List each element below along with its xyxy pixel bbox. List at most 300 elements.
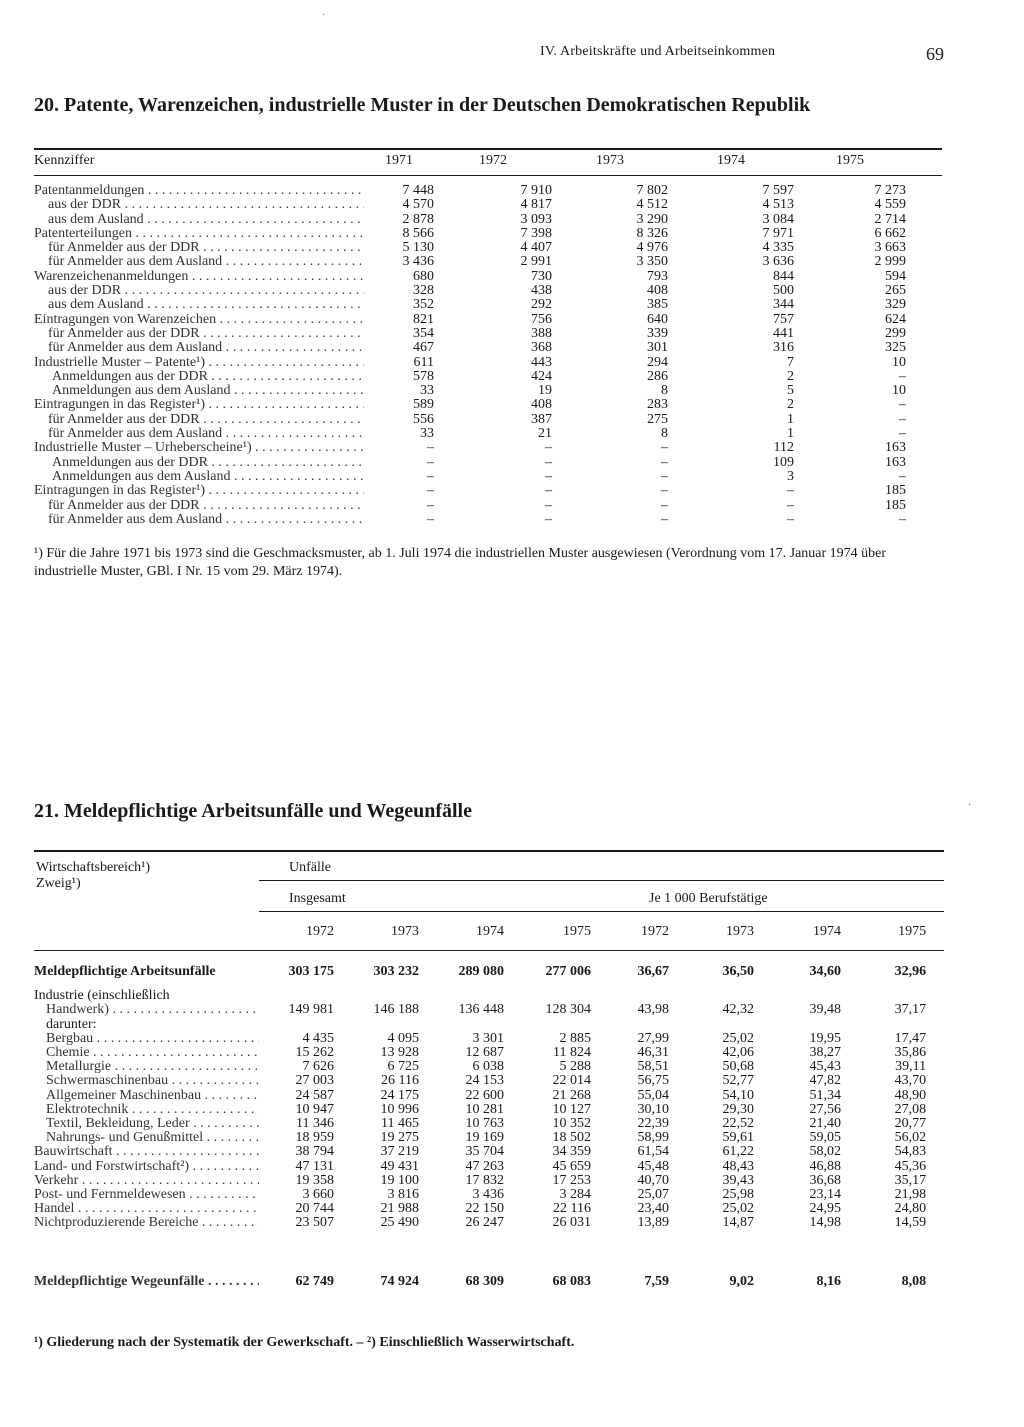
table21-sector-row: [34, 1160, 944, 1174]
table20-pad: [906, 313, 942, 327]
table20-cell: 352: [413, 297, 434, 313]
table21-cell: 21 268: [552, 1087, 591, 1103]
table20-row: [34, 456, 942, 470]
table21-cell: 9,02: [729, 1273, 754, 1289]
table20-cell: 109: [773, 454, 794, 470]
table20-row: [34, 370, 942, 384]
table21-spacer: [34, 979, 944, 989]
table20-cell: 1: [787, 426, 794, 442]
table21-sector-row: [34, 1188, 944, 1202]
table20-cell: 4 817: [520, 197, 552, 213]
table20-cell: 4 335: [762, 240, 794, 256]
table20-row-label: [34, 398, 364, 412]
table21-cell: 61,22: [722, 1144, 754, 1160]
table20-cell: 3: [787, 468, 794, 484]
table20-cell: –: [427, 497, 434, 513]
table21-spacer: [34, 1231, 944, 1275]
table20-cell: 5: [787, 383, 794, 399]
table20-row-label-text: für Anmelder aus dem Ausland . . .: [48, 341, 364, 355]
table20-row: [34, 255, 942, 269]
table20-row: [34, 513, 942, 527]
table20-row-label-text: aus dem Ausland . . .: [48, 213, 364, 227]
table21-cell: 68 083: [552, 1273, 591, 1289]
table21-cell: 59,05: [809, 1130, 841, 1146]
table20-row-label: [34, 499, 364, 513]
table20-year: 1975: [836, 153, 864, 168]
table21-cell: 22 014: [552, 1073, 591, 1089]
table21-cell: 61,54: [637, 1144, 669, 1160]
table20-row-label-text: aus dem Ausland . . .: [48, 298, 364, 312]
table21-cell: 39,43: [722, 1172, 754, 1188]
table21-cell: 62 749: [295, 1273, 334, 1289]
table20-cell: 3 093: [520, 211, 552, 227]
table21-row-label-text: Bauwirtschaft . . .: [34, 1145, 259, 1159]
table21-header-row-1: [34, 851, 944, 881]
table20-cell: 624: [885, 311, 906, 327]
table20-cell: 163: [885, 454, 906, 470]
table21-cell: 11 346: [296, 1116, 334, 1132]
table20-cell: –: [427, 440, 434, 456]
table21-sector-row: [34, 1174, 944, 1188]
table21-cell: 59,61: [722, 1130, 754, 1146]
table20-cell: 163: [885, 440, 906, 456]
table20-col-label: Kennziffer: [34, 153, 95, 168]
table21-cell: 10 281: [465, 1101, 504, 1117]
table21-footnote: ¹) Gliederung nach der Systematik der Gewerkschaft. – ²) Einschließlich Wasserwirtschaft.: [34, 1335, 575, 1350]
table20-row: [34, 341, 942, 355]
table21-cell: 23,40: [637, 1201, 669, 1217]
table21-row-label-text: darunter:: [46, 1017, 97, 1032]
table20-row: [34, 441, 942, 455]
table20-cell: 680: [413, 268, 434, 284]
table21-row-label-text: Industrie (einschließlich: [34, 989, 170, 1004]
table21-cell: 27,08: [894, 1101, 927, 1117]
table21-sector-row: [34, 1145, 944, 1159]
table20-row-label: [34, 255, 364, 269]
table20-cell: 339: [647, 325, 668, 341]
table20-row-label-text: für Anmelder aus der DDR . . .: [48, 413, 364, 427]
table20-row: [34, 298, 942, 312]
table20-cell: 2 999: [874, 254, 906, 270]
table21-cell: [859, 989, 944, 1003]
table21-subsector-row: [34, 1046, 944, 1060]
table20-cell: 730: [531, 268, 552, 284]
table20-pad: [906, 484, 942, 498]
table20-pad: [906, 356, 942, 370]
table20-header-row: [34, 149, 942, 176]
table20-cell: 3 084: [762, 211, 794, 227]
table20-cell: 10: [892, 383, 906, 399]
table20-row-label: [34, 213, 364, 227]
table21-cell: [259, 1018, 352, 1032]
table21-cell: 10 352: [552, 1116, 591, 1132]
table21-cell: 18 959: [295, 1130, 334, 1146]
table20-cell: –: [545, 440, 552, 456]
table20-row: [34, 470, 942, 484]
table21-cell: 36,50: [722, 964, 754, 979]
table20-row-label: [34, 413, 364, 427]
table21-cell: 58,99: [637, 1130, 669, 1146]
table20-cell: –: [427, 454, 434, 470]
table21-row-label: [34, 1089, 259, 1103]
table21-cell: 42,06: [722, 1045, 754, 1061]
page-number: 69: [926, 44, 944, 64]
table20-cell: 2 878: [402, 211, 434, 227]
table20-cell: 589: [413, 397, 434, 413]
table21-cell: 36,67: [637, 964, 669, 979]
table21-row-label-text: Handel . . .: [34, 1202, 259, 1216]
table20-row-label: [34, 384, 364, 398]
table21-cell: 36,68: [809, 1172, 841, 1188]
table20-year: 1974: [717, 153, 745, 168]
table21-year: 1972: [641, 924, 669, 939]
table20-cell: 283: [647, 397, 668, 413]
table21-cell: 56,02: [894, 1130, 927, 1146]
table21-cell: 8,16: [816, 1273, 841, 1289]
table21-row-label: [34, 965, 259, 979]
table20-row-label: [34, 313, 364, 327]
table21-cell: [352, 1018, 437, 1032]
table20-pad: [906, 499, 942, 513]
table21-cell: 52,77: [722, 1073, 754, 1089]
table20-row-label: [34, 270, 364, 284]
table20-row: [34, 284, 942, 298]
table20-row: [34, 213, 942, 227]
table21-cell: 32,96: [894, 964, 927, 979]
table20-cell: 19: [538, 383, 552, 399]
table21-cell: 50,68: [722, 1059, 754, 1075]
table20-cell: 8 326: [636, 225, 668, 241]
table20-cell: 388: [531, 325, 552, 341]
table21-cell: 35,86: [894, 1045, 927, 1061]
table20-row-label-text: Industrielle Muster – Urheberscheine¹) . . .: [34, 441, 364, 455]
table21-cell: 45 659: [552, 1158, 591, 1174]
table21-cell: 27,56: [809, 1101, 841, 1117]
table21-cell: 7,59: [644, 1273, 669, 1289]
table21-group-header: Unfälle: [259, 851, 944, 881]
table21-cell: 22 116: [553, 1201, 591, 1217]
table20-pad: [906, 470, 942, 484]
table20-cell: 265: [885, 283, 906, 299]
table20-pad: [906, 270, 942, 284]
table21-cell: 17 832: [465, 1172, 504, 1188]
table20-cell: –: [427, 511, 434, 527]
table21-row-label-text: Nichtproduzierende Bereiche . . .: [34, 1216, 259, 1230]
table20-cell: 329: [885, 297, 906, 313]
table20-cell: 387: [531, 411, 552, 427]
table20-cell: 7 273: [874, 183, 906, 198]
table20-cell: 438: [531, 283, 552, 299]
table21-row-label-text: Metallurgie . . .: [46, 1060, 259, 1074]
table20-cell: 8: [661, 426, 668, 442]
table20-cell: 441: [773, 325, 794, 341]
table20-pad: [906, 227, 942, 241]
table20-cell: –: [787, 497, 794, 513]
table21-way-row: [34, 1275, 944, 1289]
table21-subheader-absolute: Insgesamt: [259, 881, 609, 912]
table20-cell: 757: [773, 311, 794, 327]
table21-cell: 10 947: [295, 1101, 334, 1117]
table20-cell: 185: [885, 497, 906, 513]
table20-row-label: [34, 176, 364, 199]
table21-cell: 58,51: [637, 1059, 669, 1075]
table21-cell: 23,14: [809, 1187, 841, 1203]
table21-row-label-text: Post- und Fernmeldewesen . . .: [34, 1188, 259, 1202]
table21-cell: 46,31: [637, 1045, 669, 1061]
table20-cell: 7 910: [520, 183, 552, 198]
table20-cell: –: [545, 454, 552, 470]
table20-row: [34, 398, 942, 412]
table20-cell: 3 350: [636, 254, 668, 270]
table20-row-label-text: Industrielle Muster – Patente¹) . . .: [34, 356, 364, 370]
table21-cell: 303 232: [373, 964, 419, 979]
table21-cell: 4 435: [302, 1030, 334, 1046]
table20-cell: –: [661, 511, 668, 527]
table20-cell: 33: [420, 383, 434, 399]
table21-cell: 27 003: [295, 1073, 334, 1089]
table20-cell: 286: [647, 368, 668, 384]
table21-row-label: [34, 1032, 259, 1046]
table21-cell: 10 127: [552, 1101, 591, 1117]
table20-title: 20. Patente, Warenzeichen, industrielle Muster in der Deutschen Demokratischen Republik: [34, 94, 811, 116]
table21-cell: 45,36: [894, 1158, 927, 1174]
table21-cell: 3 284: [559, 1187, 591, 1203]
table21-cell: 25,02: [722, 1030, 754, 1046]
table21-row-label-text: Nahrungs- und Genußmittel . . .: [46, 1131, 259, 1145]
table21-year: 1975: [563, 924, 591, 939]
table20-pad: [906, 327, 942, 341]
table21-row-label: [34, 1188, 259, 1202]
table20-cell: 4 407: [520, 240, 552, 256]
table21-cell: [437, 1018, 522, 1032]
table21-darunter-row: [34, 1018, 944, 1032]
table20-cell: 3 436: [402, 254, 434, 270]
table21-cell: 26 247: [465, 1215, 504, 1231]
table21-row-label: [34, 1117, 259, 1131]
table20-cell: 756: [531, 311, 552, 327]
table21-cell: [437, 989, 522, 1003]
table21-cell: 43,70: [894, 1073, 927, 1089]
table21-cell: 26 116: [381, 1073, 419, 1089]
table20-row-label: [34, 298, 364, 312]
table21-cell: 18 502: [552, 1130, 591, 1146]
table21-cell: 45,48: [637, 1158, 669, 1174]
table20-row: [34, 327, 942, 341]
table20-cell: –: [899, 368, 906, 384]
table20-cell: 7 398: [520, 225, 552, 241]
table20-row-label-text: Warenzeichenanmeldungen . . .: [34, 270, 364, 284]
table21-cell: 47 263: [465, 1158, 504, 1174]
table21-cell: 149 981: [288, 1002, 334, 1018]
table21-cell: 51,34: [809, 1087, 841, 1103]
table21-row-label-text: Verkehr . . .: [34, 1174, 259, 1188]
table21-cell: 24,80: [894, 1201, 927, 1217]
table21-cell: 25 490: [380, 1215, 419, 1231]
table20-cell: 4 513: [762, 197, 794, 213]
table21-cell: 37 219: [380, 1144, 419, 1160]
table21-cell: 2 885: [559, 1030, 591, 1046]
table21-cell: 30,10: [637, 1101, 669, 1117]
table20-pad: [906, 176, 942, 199]
table20-cell: 8: [661, 383, 668, 399]
table20-cell: 8 566: [402, 225, 434, 241]
table21-cell: 136 448: [458, 1002, 504, 1018]
table21-cell: 10 996: [380, 1101, 419, 1117]
table21-row-label: [34, 1216, 259, 1230]
table21-cell: 17,47: [894, 1030, 927, 1046]
table20-row-label-text: für Anmelder aus der DDR . . .: [48, 327, 364, 341]
table21-cell: 22,39: [637, 1116, 669, 1132]
table20-cell: 3 290: [636, 211, 668, 227]
table21-row-label-text: Schwermaschinenbau . . .: [46, 1074, 259, 1088]
table21-cell: 25,98: [722, 1187, 754, 1203]
table20: [34, 148, 942, 527]
table21-row-label: [34, 1046, 259, 1060]
table20-cell: 500: [773, 283, 794, 299]
table20-row-label: [34, 341, 364, 355]
table21-year-row: [34, 912, 944, 951]
table20-cell: –: [545, 468, 552, 484]
table21-cell: 15 262: [295, 1045, 334, 1061]
table20-cell: –: [899, 426, 906, 442]
table21-row-label: [34, 1145, 259, 1159]
table21-year: 1974: [476, 924, 504, 939]
table21-cell: 29,30: [722, 1101, 754, 1117]
table20-pad: [906, 413, 942, 427]
table21-cell: 19 275: [380, 1130, 419, 1146]
table20-cell: 299: [885, 325, 906, 341]
table20-cell: 556: [413, 411, 434, 427]
table20-row: [34, 227, 942, 241]
table20-row-label: [34, 513, 364, 527]
table21-cell: 303 175: [288, 964, 334, 979]
table21-subsector-row: [34, 1103, 944, 1117]
table21-cell: 7 626: [302, 1059, 334, 1075]
table20-cell: 594: [885, 268, 906, 284]
table20-cell: 7 802: [636, 183, 668, 198]
table21-cell: 25,07: [637, 1187, 669, 1203]
table21-cell: 43,98: [637, 1002, 669, 1018]
table20-cell: 3 663: [874, 240, 906, 256]
table21-cell: 20 744: [295, 1201, 334, 1217]
table20-row-label: [34, 484, 364, 498]
table21-col-label-1: Wirtschaftsbereich¹): [36, 860, 151, 875]
table21-cell: 25,02: [722, 1201, 754, 1217]
table21-cell: 14,87: [722, 1215, 754, 1231]
table20-cell: –: [787, 511, 794, 527]
table21-cell: 42,32: [722, 1002, 754, 1018]
table20-cell: –: [899, 411, 906, 427]
table21-cell: 21,98: [894, 1187, 927, 1203]
table21-row-label-text: Land- und Forstwirtschaft²) . . .: [34, 1160, 259, 1174]
table21-cell: 34,60: [809, 964, 841, 979]
table20-cell: –: [661, 454, 668, 470]
table21-cell: 38,27: [809, 1045, 841, 1061]
table21-cell: 11 465: [381, 1116, 419, 1132]
table21-cell: 146 188: [373, 1002, 419, 1018]
table20-row-label: [34, 198, 364, 212]
table21: [34, 850, 944, 1289]
table20-row: [34, 270, 942, 284]
table21-cell: 26 031: [552, 1215, 591, 1231]
table20-cell: 185: [885, 483, 906, 499]
table20-cell: –: [427, 468, 434, 484]
table20-cell: –: [899, 511, 906, 527]
table21-cell: 27,99: [637, 1030, 669, 1046]
table20-row-label-text: aus der DDR . . .: [48, 284, 364, 298]
table21-cell: 45,43: [809, 1059, 841, 1075]
table20-cell: –: [661, 483, 668, 499]
table21-cell: 14,59: [894, 1215, 927, 1231]
table20-cell: 821: [413, 311, 434, 327]
table20-pad: [906, 441, 942, 455]
table20-cell: 793: [647, 268, 668, 284]
table20-cell: 4 512: [636, 197, 668, 213]
table21-year: 1973: [391, 924, 419, 939]
table20-row-label-text: für Anmelder aus dem Ausland . . .: [48, 513, 364, 527]
table21-cell: 46,88: [809, 1158, 841, 1174]
table21-cell: 48,90: [894, 1087, 927, 1103]
table21-year: 1974: [813, 924, 841, 939]
table20-cell: 7: [787, 354, 794, 370]
table20-row-label: [34, 456, 364, 470]
table20-cell: 294: [647, 354, 668, 370]
table21-cell: 21,40: [809, 1116, 841, 1132]
table20-pad: [906, 370, 942, 384]
table20-row-label-text: Eintragungen von Warenzeichen . . .: [34, 313, 364, 327]
table21-cell: 6 038: [472, 1059, 504, 1075]
table20-pad: [906, 456, 942, 470]
table20-cell: 316: [773, 340, 794, 356]
table20-pad: [906, 384, 942, 398]
table20-row-label-text: Eintragungen in das Register¹) . . .: [34, 398, 364, 412]
table21-subsector-row: [34, 1060, 944, 1074]
table20-cell: 21: [538, 426, 552, 442]
table21-subsector-row: [34, 1089, 944, 1103]
table21-cell: 3 436: [472, 1187, 504, 1203]
table21-cell: 12 687: [465, 1045, 504, 1061]
table21-row-label: [34, 1018, 259, 1032]
table21-cell: 19,95: [809, 1030, 841, 1046]
table20-row: [34, 484, 942, 498]
table21-subsector-row: [34, 1131, 944, 1145]
table21-cell: 55,04: [637, 1087, 669, 1103]
table21-row-label-text: Allgemeiner Maschinenbau . . .: [46, 1089, 259, 1103]
table21-cell: 40,70: [637, 1172, 669, 1188]
table21-cell: 22 600: [465, 1087, 504, 1103]
table20-row-label-text: für Anmelder aus der DDR . . .: [48, 499, 364, 513]
table21-cell: 48,43: [722, 1158, 754, 1174]
table21-body: [34, 951, 944, 1289]
table21-cell: 35 704: [465, 1144, 504, 1160]
table21-cell: 35,17: [894, 1172, 927, 1188]
table21-cell: 5 288: [559, 1059, 591, 1075]
table21-row-label: [34, 1074, 259, 1088]
table21-cell: 13 928: [380, 1045, 419, 1061]
table21-cell: [679, 989, 772, 1003]
table20-row-label: [34, 284, 364, 298]
table20-cell: 112: [773, 440, 794, 456]
table20-row-label-text: aus der DDR . . .: [48, 198, 364, 212]
table21-cell: 49 431: [380, 1158, 419, 1174]
table20-row: [34, 241, 942, 255]
running-head: IV. Arbeitskräfte und Arbeitseinkommen: [540, 44, 776, 59]
table20-year: 1973: [596, 153, 624, 168]
table21-row-label-text: Meldepflichtige Wegeunfälle . . .: [34, 1275, 259, 1289]
table21-year: 1972: [306, 924, 334, 939]
table21-cell: 54,83: [894, 1144, 927, 1160]
table20-row: [34, 384, 942, 398]
